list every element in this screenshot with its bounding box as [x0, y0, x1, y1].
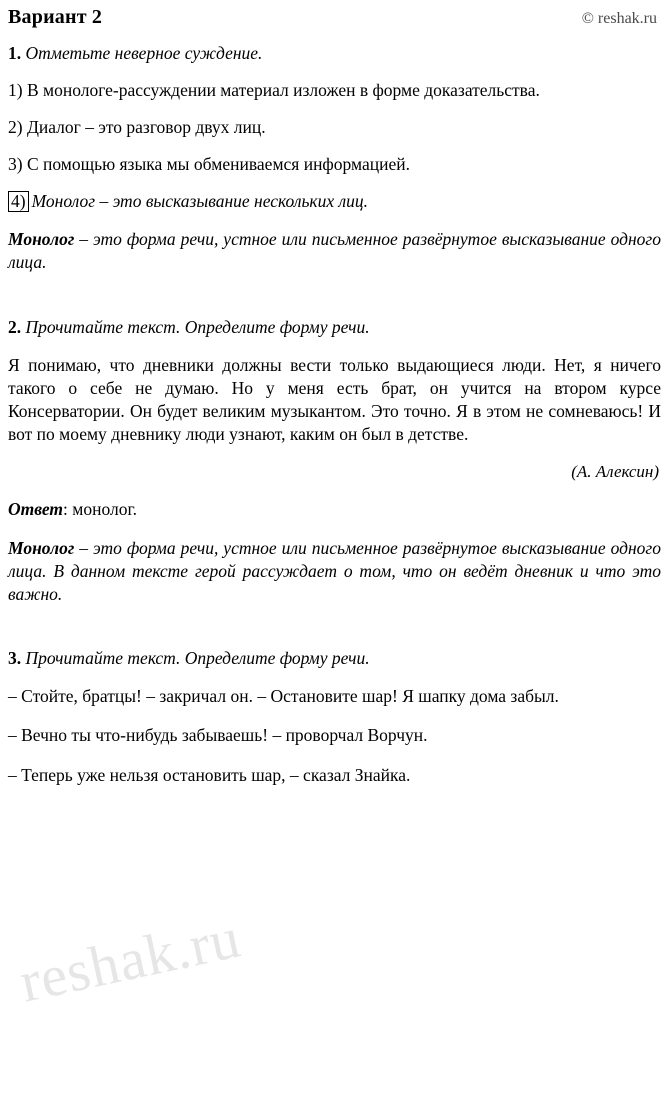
selected-answer-box: 4)	[8, 191, 29, 212]
watermark: reshak.ru	[14, 904, 247, 1015]
task-2-prompt: Прочитайте текст. Определите форму речи.	[25, 316, 370, 337]
task-2-text-body: Я понимаю, что дневники должны вести только выдающиеся люди. Нет, я ничего такого о себе не думаю. Но у меня есть брат, он учится на втором курсе Консерватории. Он будет великим музыкантом. Это точно. Я в этом не сомневаюсь! И вот по моему дневнику люди узнают, каким он был в детстве.	[8, 354, 661, 444]
task-2-number: 2.	[8, 316, 22, 337]
task-3-prompt: Прочитайте текст. Определите форму речи.	[25, 648, 370, 669]
task-2-answer-text: : монолог.	[63, 498, 138, 519]
task-3-dialog-line-2: – Вечно ты что-нибудь забываешь! – проворчал Ворчун.	[8, 725, 428, 746]
task-1-heading	[8, 43, 661, 64]
task-1-option-1: 1) В монологе-рассуждении материал изложен в форме доказательства.	[8, 80, 540, 100]
section-spacer-2	[8, 622, 661, 648]
task-2-answer-label: Ответ	[8, 498, 64, 519]
task-1-explanation-term: Монолог	[8, 229, 75, 250]
task-3-number: 3.	[8, 648, 22, 669]
task-1-number: 1.	[8, 43, 22, 63]
task-1-prompt: Отметьте неверное суждение.	[25, 43, 263, 63]
task-1-explanation	[8, 228, 661, 274]
task-1-option-2: 2) Диалог – это разговор двух лиц.	[8, 117, 266, 137]
copyright-notice: © reshak.ru	[581, 10, 657, 27]
task-3-heading	[8, 648, 661, 669]
task-2-answer	[8, 498, 661, 521]
task-2-explanation	[8, 537, 661, 606]
task-2-explanation-text: – это форма речи, устное или письменное развёрнутое высказывание одного лица. В данном тексте герой рассуждает о том, что он ведёт дневник и что это важно.	[8, 538, 661, 605]
task-2-heading	[8, 317, 661, 338]
task-1-option-3: 3) С помощью языка мы обмениваемся информацией.	[8, 154, 410, 174]
task-3-dialog-line-3: – Теперь уже нельзя остановить шар, – сказал Знайка.	[8, 764, 411, 785]
task-1-explanation-text: – это форма речи, устное или письменное развёрнутое высказывание одного лица.	[8, 229, 661, 273]
page-title: Вариант 2	[8, 6, 103, 28]
section-spacer-1	[8, 291, 661, 317]
task-1-option-4-text: Монолог – это высказывание нескольких лиц.	[31, 191, 369, 211]
task-1-option-4-selected	[8, 191, 661, 212]
page-header	[8, 6, 661, 29]
task-2-explanation-term: Монолог	[8, 538, 75, 559]
task-2-attribution: (А. Алексин)	[571, 461, 659, 481]
task-3-dialog-line-1: – Стойте, братцы! – закричал он. – Остановите шар! Я шапку дома забыл.	[8, 686, 559, 707]
